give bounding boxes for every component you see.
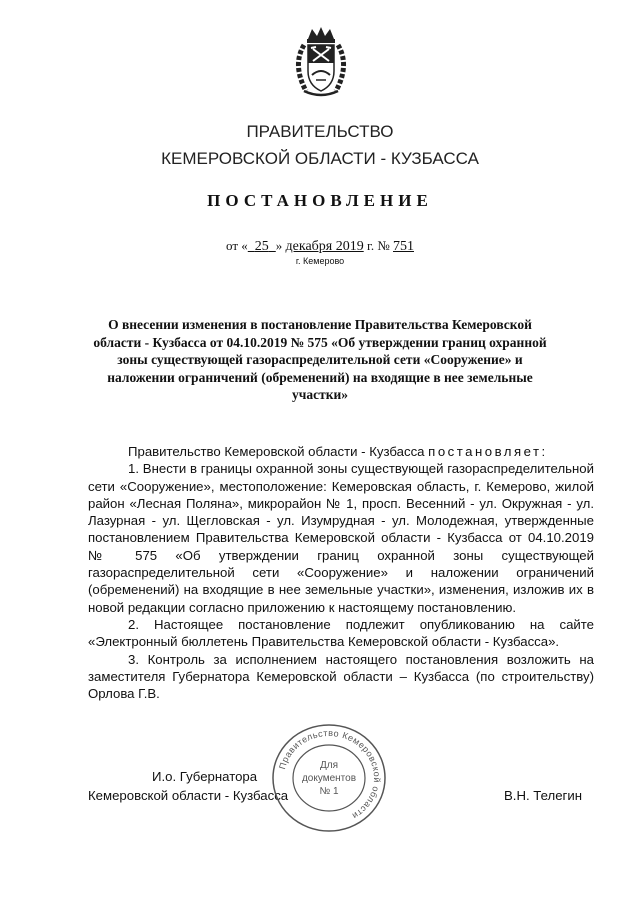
signer-position-line2: Кемеровской области - Кузбасса [88, 788, 289, 803]
date-month-year: декабря 2019 [285, 239, 364, 254]
stamp-center-line3: № 1 [319, 786, 339, 797]
stamp-center-line2: документов [301, 773, 357, 784]
stamp-center-line1: Для [319, 760, 339, 771]
signer-position-line1: И.о. Губернатора [152, 769, 258, 784]
city: г. Кемерово [295, 256, 345, 266]
date-day: 25 [254, 239, 269, 254]
document-number: 751 [393, 239, 414, 254]
date-middle: » [275, 238, 283, 253]
document-body [88, 443, 594, 702]
document-title: О внесении изменения в постановление Правительства Кемеровской области - Кузбасса от 04.10.2019 № 575 «Об утверждении границ охранной зоны существующей газораспределительной сети «Сооружение» и наложении ограничений (обременений) на входящие в нее земельные участки» [93, 317, 547, 403]
paragraph-3: 3. Контроль за исполнением настоящего постановления возложить на заместителя Губернатора Кемеровской области – Кузбасса (по строительству) Орлова Г.В. [88, 651, 594, 702]
paragraph-1: 1. Внести в границы охранной зоны существующей газораспределительной сети «Сооружение», местоположение: Кемеровская область, г. Кемерово, жилой район «Лесная Поляна», микрорайон № 1, просп. Весенний - ул. Окружная - ул. Лазурная - ул. Щегловская - ул. Изумрудная - ул. Молодежная, утвержденные постановлением Правительства Кемеровской области - Кузбасса от 04.10.2019 № 575 «Об утверждении границ охранной зоны существующей газораспределительной сети «Сооружение» и наложении ограничений (обременений) на входящие в нее земельные участки», изменения, изложив их в новой редакции согласно приложению к настоящему постановлению. [88, 461, 594, 615]
date-prefix: от « [226, 238, 248, 253]
document-type: ПОСТАНОВЛЕНИЕ [207, 191, 433, 210]
intro-verb: постановляет: [428, 444, 548, 459]
paragraph-2: 2. Настоящее постановление подлежит опубликованию на сайте «Электронный бюллетень Правительства Кемеровской области - Кузбасса». [88, 616, 594, 650]
government-name-line1: ПРАВИТЕЛЬСТВО [246, 122, 394, 141]
date-line [0, 238, 640, 255]
intro-paragraph: Правительство Кемеровской области - Кузбасса постановляет: [128, 444, 548, 459]
coat-of-arms-icon [290, 25, 352, 99]
government-name-line2: КЕМЕРОВСКОЙ ОБЛАСТИ - КУЗБАССА [161, 149, 479, 168]
signer-name: В.Н. Телегин [504, 788, 583, 803]
date-suffix: г. № [366, 238, 390, 253]
stamp-ring-text: Правительство Кемеровской области [277, 727, 383, 822]
official-stamp [270, 722, 388, 834]
